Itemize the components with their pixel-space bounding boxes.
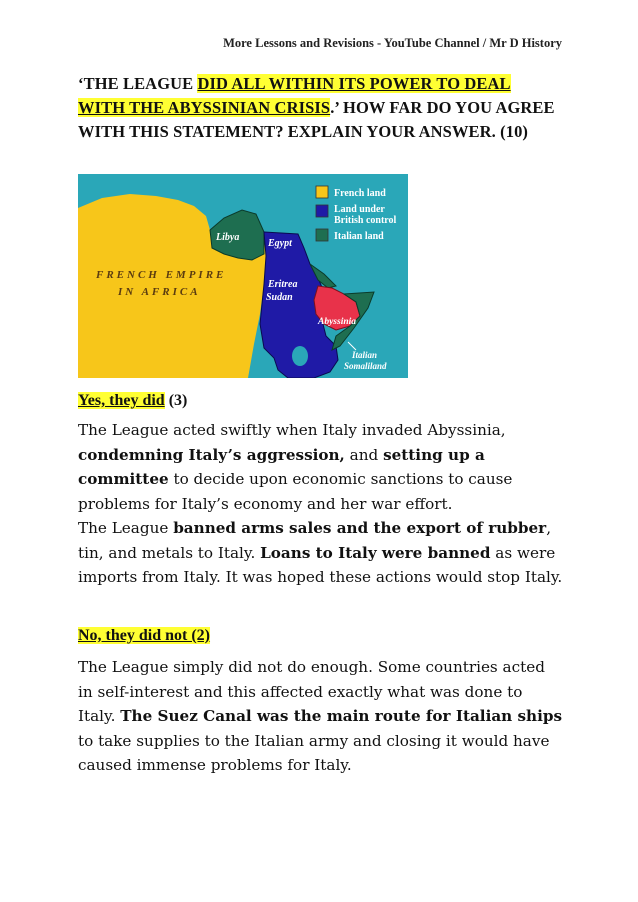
page-header: More Lessons and Revisions - YouTube Channel / Mr D History	[223, 36, 562, 50]
yes-heading-suffix: (3)	[164, 392, 188, 409]
text: as were imports from Italy. It was hoped these actions would stop Italy.	[78, 543, 563, 586]
legend-french-label: French land	[334, 188, 386, 199]
no-heading-highlight: No, they did not (2)	[78, 627, 211, 644]
question-suffix: .’ HOW FAR DO YOU AGREE WITH THIS STATEMENT? EXPLAIN YOUR ANSWER. (10)	[78, 98, 555, 141]
legend-british-swatch	[316, 205, 328, 217]
label-french-empire-2: IN AFRICA	[118, 286, 201, 298]
yes-paragraph-2	[78, 516, 564, 590]
label-french-empire-1: FRENCH EMPIRE	[96, 269, 227, 281]
essay-question	[78, 72, 558, 144]
text: , tin, and metals to Italy.	[78, 519, 552, 562]
legend-italian-label: Italian land	[334, 231, 384, 242]
label-sudan: Sudan	[266, 292, 293, 303]
question-highlight: DID ALL WITHIN ITS POWER TO DEAL WITH THE ABYSSINIAN CRISIS	[78, 74, 511, 117]
text: and	[344, 445, 384, 464]
legend-british-label-1: Land under	[334, 204, 385, 215]
label-somaliland-1: Italian	[352, 350, 378, 360]
question-prefix: ‘THE LEAGUE	[78, 74, 198, 93]
text: The League simply did not do enough. Some countries acted in self-interest and this affected exactly what was done to Italy.	[78, 658, 545, 725]
bold-text: The Suez Canal was the main route for Italian ships	[120, 707, 563, 725]
yes-heading-highlight: Yes, they did	[78, 392, 165, 409]
label-libya: Libya	[216, 232, 240, 243]
legend-french-swatch	[316, 186, 328, 198]
text: to take supplies to the Italian army and closing it would have caused immense problems for Italy.	[78, 731, 550, 774]
no-paragraph-1	[78, 655, 564, 778]
text: The League	[78, 519, 174, 537]
label-somaliland-2: Somaliland	[344, 361, 387, 371]
no-heading	[78, 627, 210, 645]
yes-heading	[78, 392, 187, 410]
bold-text: Loans to Italy were banned	[260, 543, 491, 562]
label-eritrea: Eritrea	[268, 279, 298, 290]
map-lake	[292, 346, 308, 366]
text: to decide upon economic sanctions to cause problems for Italy’s economy and her war effort.	[78, 470, 513, 513]
bold-text: condemning Italy’s aggression,	[78, 445, 345, 464]
yes-paragraph-1	[78, 418, 564, 516]
bold-text: banned arms sales and the export of rubber	[173, 519, 547, 537]
label-egypt: Egypt	[268, 238, 292, 249]
text: The League acted swiftly when Italy invaded Abyssinia,	[78, 421, 506, 439]
africa-map	[78, 174, 408, 378]
legend-british-label-2: British control	[334, 215, 397, 226]
label-abyssinia: Abyssinia	[318, 317, 357, 327]
bold-text: setting up a committee	[78, 445, 485, 488]
legend-italian-swatch	[316, 229, 328, 241]
